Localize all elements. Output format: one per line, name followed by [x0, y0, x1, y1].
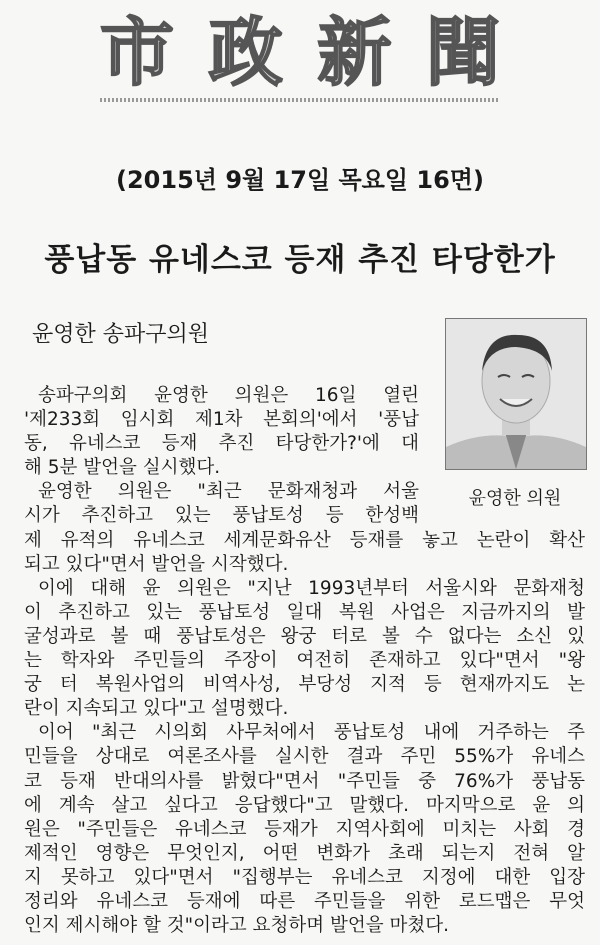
body-line: 에 계속 살고 싶다고 응답했다"고 말했다. 마지막으로 윤 의: [24, 794, 585, 816]
body-line: 제적인 영향은 무엇인지, 어떤 변화가 초래 되는지 전혀 알: [24, 842, 585, 864]
body-line: 정리와 유네스코 등재에 따른 주민들을 위한 로드맵은 무엇: [24, 890, 585, 912]
body-line: 시가 추진하고 있는 풍납토성 등 한성백: [24, 505, 419, 527]
masthead-divider: [100, 98, 500, 102]
body-line: 해 5분 발언을 실시했다.: [24, 457, 221, 479]
body-line: 궁 터 복원사업의 비역사성, 부당성 지적 등 현재까지도 논: [24, 674, 585, 696]
masthead-char: 聞: [425, 10, 500, 96]
body-line: 코 등재 반대의사를 밝혔다"면서 "주민들 중 76%가 풍납동: [24, 770, 585, 792]
body-line: 란이 지속되고 있다"고 설명했다.: [24, 698, 289, 720]
body-line: 윤영한 의원은 "최근 문화재청과 서울: [38, 481, 419, 503]
body-line: 인지 제시해야 할 것"이라고 요청하며 발언을 마쳤다.: [24, 915, 449, 937]
body-line: 제 유적의 유네스코 세계문화유산 등재를 놓고 논란이 확산: [24, 529, 585, 551]
article-subheading: 윤영한 송파구의원: [32, 322, 210, 347]
body-line: 동, 유네스코 등재 추진 타당한가?'에 대: [24, 433, 419, 455]
article-body: [24, 384, 585, 938]
publication-date: (2015년 9월 17일 목요일 16면): [116, 166, 484, 194]
masthead-char: 市: [100, 10, 174, 96]
body-line: 는 학자와 주민들의 주장이 여전히 존재하고 있다"면서 "왕: [24, 650, 585, 672]
body-line: 지 못하고 있다"면서 "집행부는 유네스코 지정에 대한 입장: [24, 866, 585, 888]
newspaper-masthead: [100, 10, 500, 96]
body-line: 송파구의회 윤영한 의원은 16일 열린: [38, 385, 419, 406]
body-line: 원은 "주민들은 유네스코 등재가 지역사회에 미치는 사회 경: [24, 818, 585, 840]
body-line: 굴성과로 볼 때 풍납토성은 왕궁 터로 볼 수 없다는 소신 있: [24, 625, 585, 647]
article-headline: 풍납동 유네스코 등재 추진 타당한가: [44, 242, 556, 278]
body-line: '제233회 임시회 제1차 본회의'에서 '풍납: [24, 409, 419, 431]
masthead-char: 新: [317, 10, 392, 96]
photo-caption: 윤영한 의원: [468, 488, 562, 509]
body-line: 민들을 상대로 여론조사를 실시한 결과 주민 55%가 유네스: [24, 746, 585, 768]
body-line: 이어 "최근 시의회 사무처에서 풍납토성 내에 거주하는 주: [38, 722, 585, 744]
masthead-char: 政: [208, 10, 283, 96]
body-line: 이 추진하고 있는 풍납토성 일대 복원 사업은 지금까지의 발: [24, 601, 585, 623]
body-line: 되고 있다"면서 발언을 시작했다.: [24, 553, 289, 575]
body-line: 이에 대해 윤 의원은 "지난 1993년부터 서울시와 문화재청: [38, 577, 585, 599]
